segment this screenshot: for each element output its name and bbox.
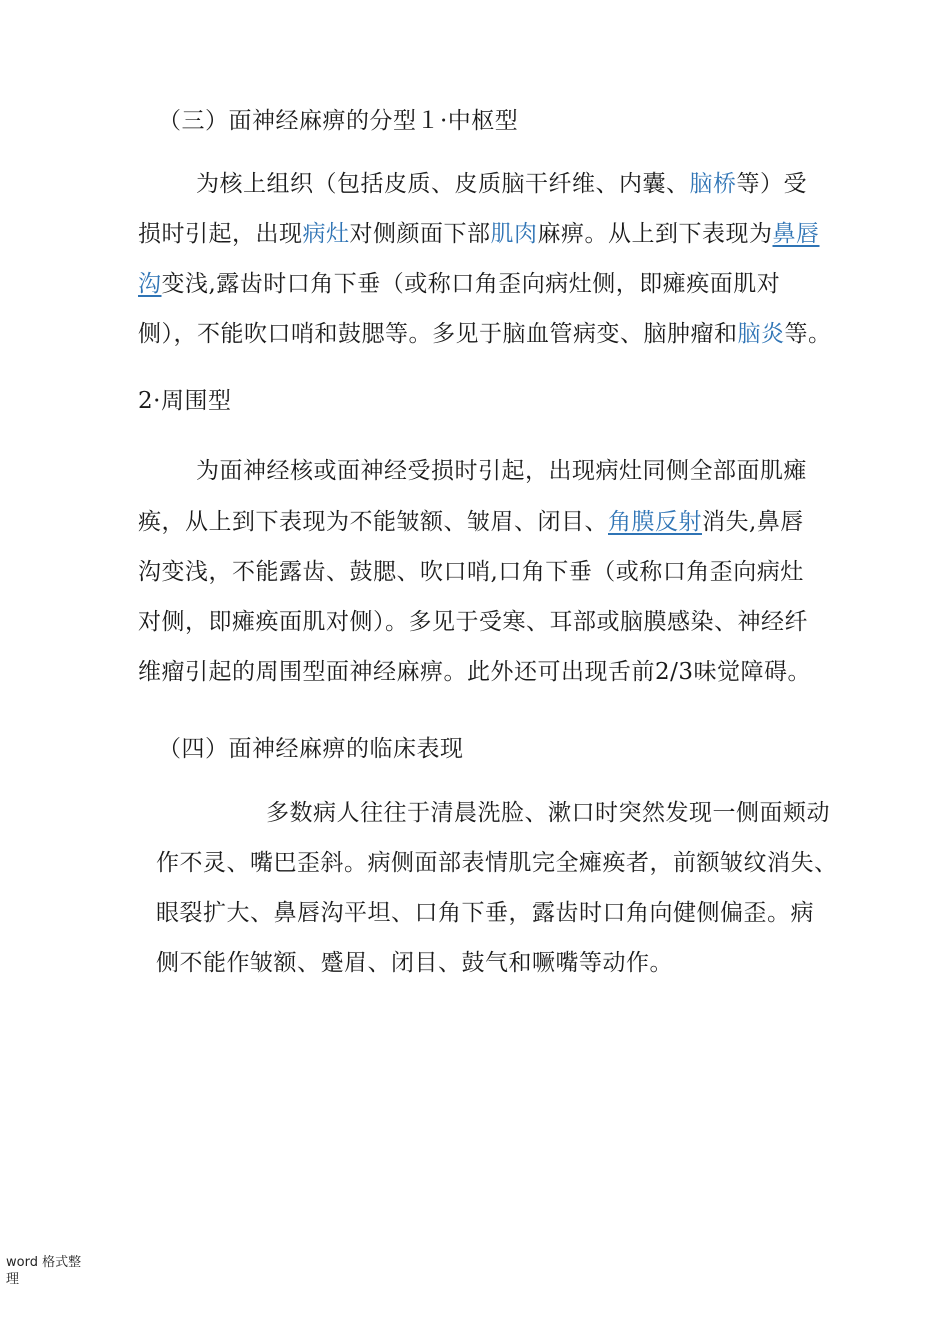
paragraph-line: 侧不能作皱额、蹙眉、闭目、鼓气和噘嘴等动作。 <box>156 950 673 976</box>
paragraph-line: 为核上组织（包括皮质、皮质脑干纤维、内囊、脑桥等）受 <box>196 171 807 197</box>
section-heading-peripheral-type: 2·周围型 <box>138 388 232 414</box>
link-pons[interactable]: 脑桥 <box>689 171 737 197</box>
link-nasolabial[interactable]: 鼻唇 <box>772 221 820 247</box>
paragraph-line: 沟变浅，不能露齿、鼓腮、吹口哨,口角下垂（或称口角歪向病灶 <box>138 559 804 585</box>
link-muscle[interactable]: 肌肉 <box>490 221 538 247</box>
link-nasolabial-groove[interactable]: 沟 <box>138 271 162 297</box>
paragraph-line: 痪，从上到下表现为不能皱额、皱眉、闭目、角膜反射消失,鼻唇 <box>138 509 804 535</box>
section-heading-central-type: （三）面神经麻痹的分型１·中枢型 <box>158 108 519 134</box>
paragraph-line: 眼裂扩大、鼻唇沟平坦、口角下垂，露齿时口角向健侧偏歪。病 <box>156 900 814 926</box>
link-lesion[interactable]: 病灶 <box>302 221 350 247</box>
paragraph-line: 为面神经核或面神经受损时引起，出现病灶同侧全部面肌瘫 <box>196 458 807 484</box>
paragraph-line: 多数病人往往于清晨洗脸、漱口时突然发现一侧面颊动 <box>266 800 830 826</box>
paragraph-line: 维瘤引起的周围型面神经麻痹。此外还可出现舌前2/3味觉障碍。 <box>138 659 812 685</box>
footer-note: word 格式整理 <box>6 1255 82 1287</box>
link-corneal-reflex[interactable]: 角膜反射 <box>608 509 702 535</box>
paragraph-line: 作不灵、嘴巴歪斜。病侧面部表情肌完全瘫痪者，前额皱纹消失、 <box>156 850 838 876</box>
section-heading-clinical: （四）面神经麻痹的临床表现 <box>158 736 464 762</box>
paragraph-line: 对侧，即瘫痪面肌对侧）。多见于受寒、耳部或脑膜感染、神经纤 <box>138 609 808 635</box>
paragraph-line: 损时引起，出现病灶对侧颜面下部肌肉麻痹。从上到下表现为鼻唇 <box>138 221 820 247</box>
paragraph-line: 沟变浅,露齿时口角下垂（或称口角歪向病灶侧，即瘫痪面肌对 <box>138 271 781 297</box>
paragraph-line: 侧），不能吹口哨和鼓腮等。多见于脑血管病变、脑肿瘤和脑炎等。 <box>138 321 832 347</box>
link-encephalitis[interactable]: 脑炎 <box>737 321 785 347</box>
